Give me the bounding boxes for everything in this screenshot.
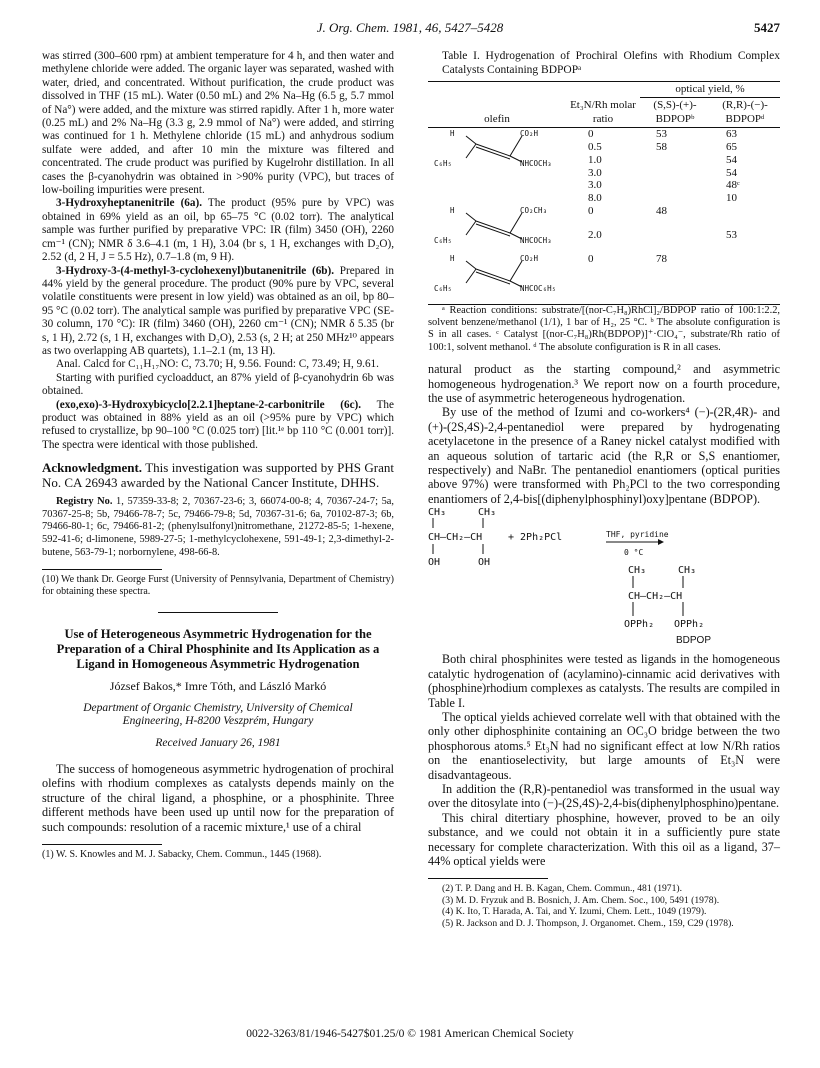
acknowledgment — [42, 460, 394, 490]
olefin-substituent-label: H — [450, 253, 455, 263]
olefin-substituent-label: C₆H₅ — [434, 159, 453, 169]
table-cell-ss: 78 — [656, 252, 667, 265]
olefin-structure — [428, 253, 566, 301]
olefin-substituent-label: NHCOCH₃ — [520, 236, 552, 245]
table-cell-ratio: 8.0 — [588, 192, 602, 205]
table-cell-ss — [640, 179, 710, 192]
product-opph-a: OPPh₂ — [624, 619, 655, 631]
olefin-substituent-label: H — [450, 206, 455, 215]
compound-6c-text: The product was obtained in 88% yield as an oil (>95% pure by VPC) which refused to crystallize, bp 90–100 °C (0.025 torr) [lit.¹ᵉ bp 110 °C (0.001 torr)]. The spectra were identical with those published. — [42, 398, 394, 451]
reactant-oh-b: OH — [478, 557, 491, 569]
experimental-paragraph: was stirred (300–600 rpm) at ambient temperature for 4 h, and then water and methylene chloride were added. The organic layer was separated, washed with water, dried, and concentrated. Without purification, the crude product was dissolved in THF (15 mL). Water (0.50 mL) and 2% Na–Hg (6.5 g, 5.7 mmol of Na°) were added, and the mixture was stirred rapidly. After 1 h, more water (0.25 mL) and 2% Na–Hg (3.3 g, 2.9 mmol of Na°) were added, and stirring was continued for 1 h. Methylene chloride (15 mL) and anhydrous sodium sulfate were added, and after 10 min the mixture was filtered and concentrated. The crude product was purified by Kugelrohr distillation. In all cases the β-cyanohydrin was obtained in >90% purity (VPC), but traces of low-boiling impurities were present. — [42, 50, 394, 197]
table-cell-rr: 53 — [726, 228, 737, 241]
footnote-4: (4) K. Ito, T. Harada, A. Tai, and Y. Izumi, Chem. Lett., 1049 (1979). — [442, 906, 707, 918]
table-cell-ratio: 3.0 — [588, 179, 602, 192]
reagent: + 2Ph₂PCl — [508, 532, 563, 544]
table-cell-rr: 10 — [726, 192, 737, 205]
compound-6a-text: The product (95% pure by VPC) was obtained in 69% yield as an oil, bp 65–75 °C (0.02 torr). The analytical sample was further purified by preparative VPC: IR (film) 3450 (OH), 2260 cm⁻¹ (CN); NMR δ 3.6–4.1 (m, 1 H), 3.04 (br s, 1 H, exchanges with D₂O), 2.52 (d, 2 H, J = 5.5 Hz), 0.7–1.8 (m, 9 H). — [42, 197, 394, 264]
olefin-structure — [428, 205, 566, 253]
table-cell-rr: 54 — [726, 166, 737, 179]
table-row — [428, 205, 780, 229]
received-date: Received January 26, 1981 — [155, 736, 281, 749]
table-cell-rr: 54 — [726, 153, 737, 166]
conditions-bottom: 0 °C — [624, 548, 644, 558]
right-paragraph-2: By use of the method of Izumi and co-workers⁴ (−)-(2R,4R)- and (+)-(2S,4S)-2,4-pentanediol were prepared by hydrogenating acetylacetone in the presence of a Raney nickel catalyst modified with an aqueous solution of tartaric acid (the R,R or S,S enantiomer, respectively) and NaBr. The pentanediol enantiomers (optical purities above 97%) were transformed with Ph₂PCl to the two corresponding enantiomers of 2,4-bis[(diphenylphosphinyl)oxy]pentane (BDPOP). — [428, 405, 780, 506]
reactant-ch3-b: CH₃ — [478, 507, 497, 519]
compound-6b-title: 3-Hydroxy-3-(4-methyl-3-cyclohexenyl)butanenitrile (6b). — [56, 264, 335, 277]
table-1 — [428, 81, 780, 305]
table-cell-ratio: 0 — [588, 205, 594, 217]
table-cell-rr: 48ᶜ — [726, 179, 740, 192]
col-ratio: Et₃N/Rh molar ratio — [566, 98, 640, 128]
article-affiliation: Department of Organic Chemistry, University of Chemical Engineering, H-8200 Veszprém, Hungary — [83, 701, 353, 728]
product-chain: CH—CH₂—CH — [628, 591, 683, 603]
olefin-substituent-label: CO₂H — [520, 253, 539, 263]
olefin-substituent-label: CO₂CH₃ — [520, 206, 548, 215]
intro-paragraph: The success of homogeneous asymmetric hydrogenation of prochiral olefins with rhodium complexes as catalysts depends mainly on the structure of the chiral ligand, a phosphine, or a phosphinite. Three different methods have been used up until now for the preparation of such compounds: resolution of a racemic mixture,¹ use of a chiral — [42, 761, 394, 834]
footnote-3: (3) M. D. Fryzuk and B. Bosnich, J. Am. Chem. Soc., 100, 5491 (1978). — [442, 894, 720, 906]
olefin-substituent-label: C₆H₅ — [434, 236, 453, 245]
product-ch3-a: CH₃ — [628, 565, 647, 577]
right-paragraph-4: The optical yields achieved correlate well with that obtained with the only other diphosphinite containing an OC₃O bridge between the two phosphorous atoms.⁵ Et₃N had no significant effect at low N/Rh ratios on the enantioselectivity, but large amounts of Et₃N were disadvantageous. — [428, 709, 780, 782]
scheme-bonds — [428, 506, 780, 646]
compound-6c-paragraph — [42, 399, 394, 453]
reactant-ch3-a: CH₃ — [428, 507, 447, 519]
compound-6b-text: Prepared in 44% yield by the general procedure. The product (90% pure by VPC, several volatile constituents were present in low yield) was obtained as an oil, bp 80–95 °C (0.02 torr). The analytical sample was purified by preparative VPC (SE-30 column, 170 °C): IR (film) 3460 (OH), 2260 cm⁻¹ (CN); NMR δ 5.35 (br s, 1 H), 2.72 (s, 1 H, exchanges with D₂O), 2.53 (s, 2 H; at 250 MHz¹⁰ appears as two overlapping AB quartets), 1.1–2.1 (m, 13 H). — [42, 264, 395, 357]
footnote-rule-2 — [42, 844, 162, 845]
table-cell-ratio: 3.0 — [588, 166, 602, 179]
acknowledgment-title: Acknowledgment. — [42, 460, 143, 476]
footnote-rule — [42, 569, 162, 570]
product-ch3-b: CH₃ — [678, 565, 697, 577]
right-paragraph-3: Both chiral phosphinites were tested as ligands in the homogeneous catalytic hydrogenation of (acylamino)-cinnamic acid derivatives with (phosphine)rhodium complexes as catalysts. The results are compiled in Table I. — [428, 652, 780, 710]
right-paragraph-5: In addition the (R,R)-pentanediol was transformed in the usual way over the ditosylate into (−)-(2S,4S)-2,4-bis(diphenylphosphino)pentane. — [428, 781, 780, 811]
table-cell-ss — [640, 192, 710, 205]
article-authors: József Bakos,* Imre Tóth, and László Markó — [109, 679, 327, 694]
left-column — [42, 50, 394, 861]
col-rr: (R,R)-(−)- BDPOPᵈ — [710, 98, 780, 128]
table-row — [428, 128, 780, 141]
olefin-substituent-label: NHCOCH₃ — [520, 159, 552, 169]
col-olefin: olefin — [428, 98, 566, 128]
table-cell-rr — [710, 205, 780, 229]
page-footer: 0022-3263/81/1946-5427$01.25/0 © 1981 American Chemical Society — [246, 1028, 574, 1040]
product-label: BDPOP — [676, 635, 712, 647]
page-number: 5427 — [754, 20, 780, 35]
table-cell-ss — [640, 229, 710, 253]
reactant-oh-a: OH — [428, 557, 441, 569]
olefin-structure — [428, 128, 566, 205]
acknowledgment-text: This investigation was supported by PHS Grant No. CA 26943 awarded by the National Cancer Institute, DHHS. — [42, 460, 394, 491]
right-column — [428, 50, 780, 929]
table-cell-ratio: 2.0 — [588, 228, 602, 241]
table-row — [428, 253, 780, 301]
footnote-2: (2) T. P. Dang and H. B. Kagan, Chem. Commun., 481 (1971). — [442, 883, 682, 895]
article-title: Use of Heterogeneous Asymmetric Hydrogenation for the Preparation of a Chiral Phosphinite and Its Application as a Ligand in Homogeneous Asymmetric Hydrogenation — [56, 627, 380, 672]
table-cell-ss: 48 — [656, 205, 667, 217]
analysis-paragraph: Anal. Calcd for C₁₁H₁₇NO: C, 73.70; H, 9.56. Found: C, 73.49; H, 9.61. — [56, 358, 379, 371]
article-divider — [158, 612, 278, 613]
table-cell-rr — [710, 253, 780, 301]
table-cell-ratio: 0 — [588, 252, 594, 265]
footnote-5: (5) R. Jackson and D. J. Thompson, J. Organomet. Chem., 159, C29 (1978). — [442, 917, 734, 929]
footnote-rule-right — [428, 878, 548, 879]
table-cell-rr: 63 — [726, 128, 737, 141]
table-body — [428, 128, 780, 304]
footnote-1: (1) W. S. Knowles and M. J. Sabacky, Chem. Commun., 1445 (1968). — [42, 849, 322, 860]
table-cell-ss — [640, 167, 710, 180]
table-cell-ss — [640, 154, 710, 167]
table-cell-ratio: 1.0 — [588, 153, 602, 166]
cycloadduct-paragraph: Starting with purified cycloadduct, an 87% yield of β-cyanohydrin 6b was obtained. — [42, 371, 394, 398]
table-header-row-2 — [428, 98, 780, 128]
table-cell-ratio: 0.5 — [588, 141, 602, 154]
table-footnote: ᵃ Reaction conditions: substrate/[(nor-C₇H₈)RhCl]₂/BDPOP ratio of 100:1:2.2, solvent benzene/methanol (1/1), 1 bar of H₂, 25 °C. ᵇ The absolute configuration is S in all cases. ᶜ Catalyst [(nor-C₇H₈)Rh(BDPOP)]⁺·ClO₄⁻, substrate/Rh ratio of 100:1, solvent methanol. ᵈ The absolute configuration is R in all cases. — [428, 304, 780, 353]
product-opph-b: OPPh₂ — [674, 619, 705, 631]
olefin-substituent-label: H — [450, 129, 455, 139]
compound-6c-title: (exo,exo)-3-Hydroxybicyclo[2.2.1]heptane-2-carbonitrile (6c). — [56, 398, 362, 411]
right-paragraph-6: This chiral ditertiary phosphine, however, proved to be an oily substance, and we could not obtain it in a sufficiently pure state necessary for complete characterization. With this oil as a ligand, 37–44% optical yields were — [428, 810, 780, 868]
right-paragraph-1: natural product as the starting compound,² and asymmetric homogeneous hydrogenation.³ We report now on a fourth procedure, the use of asymmetric heterogeneous hydrogenation. — [428, 362, 780, 406]
table-header-row-1 — [428, 82, 780, 98]
footnote-10: (10) We thank Dr. George Furst (University of Pennsylvania, Department of Chemistry) for obtaining these spectra. — [42, 574, 394, 598]
compound-6a-paragraph — [42, 197, 394, 264]
table-span-header: optical yield, % — [640, 82, 780, 98]
table-caption: Table I. Hydrogenation of Prochiral Olefins with Rhodium Complex Catalysts Containing BDPOPᵃ — [442, 50, 780, 76]
olefin-substituent-label: NHCOC₆H₅ — [520, 283, 557, 293]
running-header: J. Org. Chem. 1981, 46, 5427–5428 — [316, 20, 504, 35]
table-bottom-rule — [428, 301, 780, 305]
conditions-top: THF, pyridine — [606, 530, 669, 540]
registry-title: Registry No. — [56, 496, 113, 508]
compound-6a-title: 3-Hydroxyheptanenitrile (6a). — [56, 197, 203, 210]
table-cell-ratio: 0 — [588, 128, 594, 141]
compound-6b-paragraph — [42, 265, 394, 359]
table-cell-ss: 58 — [656, 141, 667, 154]
table-cell-ss: 53 — [656, 128, 667, 141]
registry-text: 1, 57359-33-8; 2, 70367-23-6; 3, 66074-00-8; 4, 70367-24-7; 5a, 70367-25-8; 5b, 79466-78-7; 5c, 79466-79-8; 5d, 70367-31-6; 6a, 70102-87-3; 6b, 79466-80-1; 6c, 79466-81-2; (phenylsulfonyl)nitromethane, 21272-85-5; 1-hexene, 592-41-6; d-limonene, 5989-27-5; 1-methylcyclohexene, 591-49-1; 2,3-dimethyl-2-butene, 563-79-1; norbornylene, 498-66-8. — [42, 496, 394, 558]
olefin-substituent-label: C₆H₅ — [434, 283, 453, 293]
col-ss: (S,S)-(+)- BDPOPᵇ — [640, 98, 710, 128]
reaction-scheme — [428, 506, 780, 646]
reactant-chain: CH—CH₂—CH — [428, 532, 483, 544]
table-cell-rr: 65 — [726, 141, 737, 154]
olefin-substituent-label: CO₂H — [520, 129, 539, 139]
registry-numbers — [42, 496, 394, 559]
